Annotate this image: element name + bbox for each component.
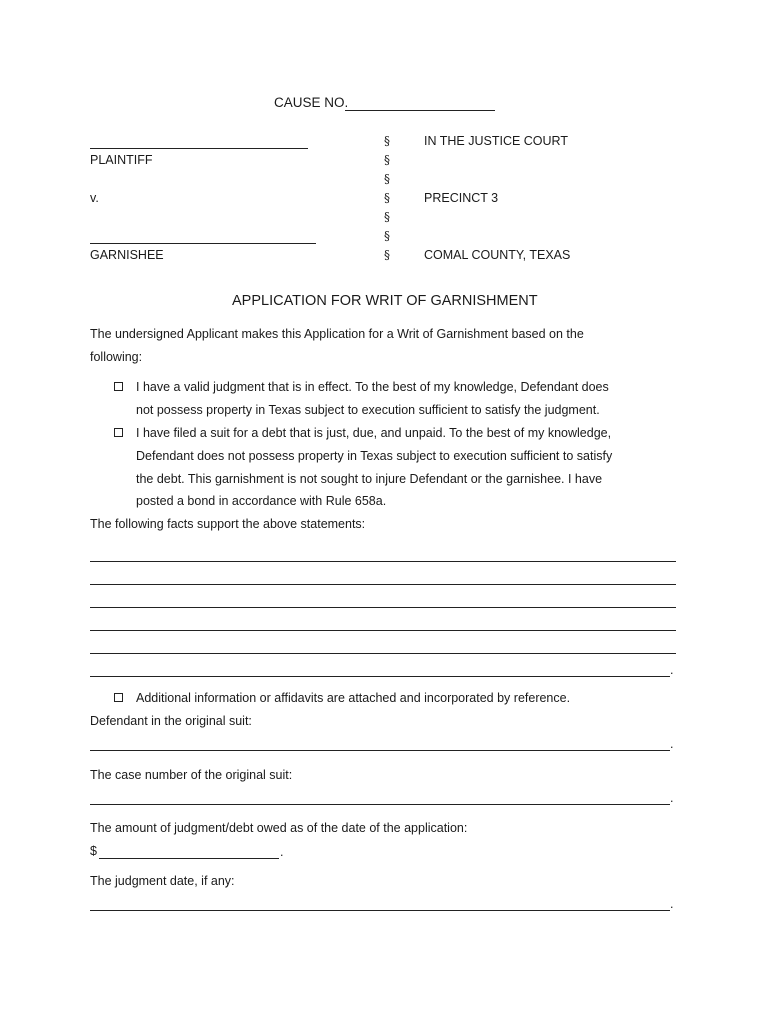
- cause-number-field[interactable]: [345, 110, 495, 111]
- case-number-label: The case number of the original suit:: [90, 768, 293, 782]
- option1-text-line2: not possess property in Texas subject to execution sufficient to satisfy the judgment.: [136, 403, 600, 417]
- county-label: COMAL COUNTY, TEXAS: [424, 248, 571, 262]
- garnishee-label: GARNISHEE: [90, 248, 164, 262]
- option2-text-line4: posted a bond in accordance with Rule 658a.: [136, 494, 387, 508]
- line-end-period: .: [670, 897, 674, 911]
- amount-field[interactable]: [99, 858, 279, 859]
- court-label: IN THE JUSTICE COURT: [424, 134, 568, 148]
- judgment-date-label: The judgment date, if any:: [90, 874, 235, 888]
- facts-line[interactable]: [90, 653, 676, 654]
- cause-number-label: CAUSE NO.: [274, 95, 349, 110]
- option2-text-line1: I have filed a suit for a debt that is just, due, and unpaid. To the best of my knowledge,: [136, 426, 612, 440]
- facts-line[interactable]: [90, 584, 676, 585]
- plaintiff-name-field[interactable]: [90, 148, 308, 149]
- facts-line[interactable]: [90, 561, 676, 562]
- amount-label: The amount of judgment/debt owed as of the date of the application:: [90, 821, 468, 835]
- plaintiff-label: PLAINTIFF: [90, 153, 153, 167]
- judgment-date-field[interactable]: [90, 910, 670, 911]
- facts-line[interactable]: [90, 630, 676, 631]
- section-symbol: §: [384, 191, 390, 205]
- option2-text-line3: the debt. This garnishment is not sought to injure Defendant or the garnishee. I have: [136, 472, 603, 486]
- line-end-period: .: [670, 791, 674, 805]
- versus-label: v.: [90, 191, 99, 205]
- section-symbol: §: [384, 172, 390, 186]
- intro-text-line1: The undersigned Applicant makes this Application for a Writ of Garnishment based on the: [90, 327, 584, 341]
- line-end-period: .: [280, 845, 284, 859]
- section-symbol: §: [384, 153, 390, 167]
- precinct-label: PRECINCT 3: [424, 191, 499, 205]
- line-end-period: .: [670, 663, 674, 677]
- currency-symbol: $: [90, 844, 97, 858]
- option1-text-line1: I have a valid judgment that is in effect. To the best of my knowledge, Defendant does: [136, 380, 609, 394]
- facts-label: The following facts support the above statements:: [90, 517, 366, 531]
- defendant-label: Defendant in the original suit:: [90, 714, 252, 728]
- section-symbol: §: [384, 248, 390, 262]
- document-title: APPLICATION FOR WRIT OF GARNISHMENT: [232, 293, 538, 309]
- garnishee-name-field[interactable]: [90, 243, 316, 244]
- facts-line[interactable]: [90, 676, 670, 677]
- line-end-period: .: [670, 737, 674, 751]
- section-symbol: §: [384, 134, 390, 148]
- facts-line[interactable]: [90, 607, 676, 608]
- defendant-field[interactable]: [90, 750, 670, 751]
- case-number-field[interactable]: [90, 804, 670, 805]
- intro-text-line2: following:: [90, 350, 143, 364]
- valid-judgment-checkbox[interactable]: [114, 382, 123, 391]
- additional-info-text: Additional information or affidavits are attached and incorporated by reference.: [136, 691, 571, 705]
- additional-info-checkbox[interactable]: [114, 693, 123, 702]
- debt-suit-checkbox[interactable]: [114, 428, 123, 437]
- option2-text-line2: Defendant does not possess property in Texas subject to execution sufficient to satisfy: [136, 449, 613, 463]
- section-symbol: §: [384, 229, 390, 243]
- section-symbol: §: [384, 210, 390, 224]
